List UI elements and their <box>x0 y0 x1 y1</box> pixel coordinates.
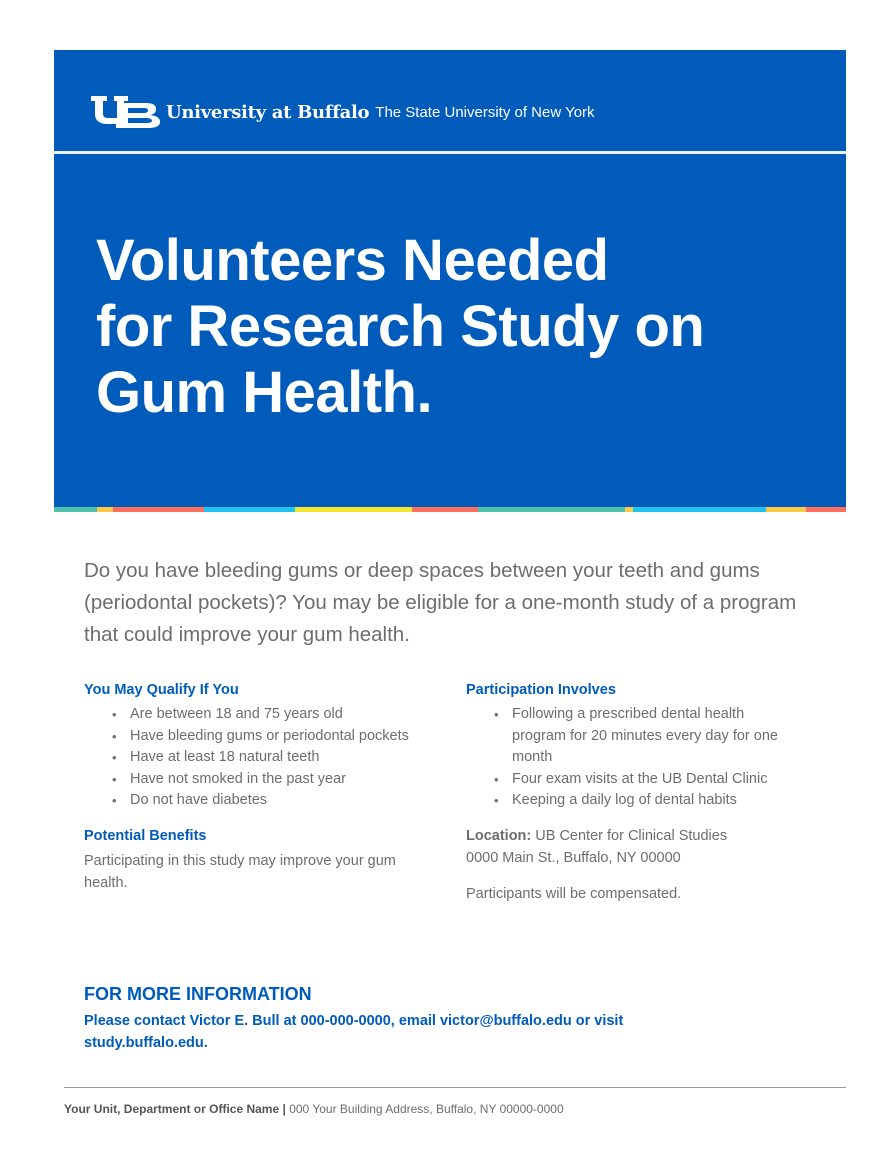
footer-divider <box>64 1087 846 1088</box>
list-item: • Keeping a daily log of dental habits <box>466 790 826 812</box>
university-logo <box>90 92 595 132</box>
stripe-segment <box>625 507 633 512</box>
color-stripe <box>54 507 846 512</box>
contact-text: Please contact Victor E. Bull at 000-000-0000, email victor@buffalo.edu or visit study.buffalo.edu. <box>84 1013 624 1051</box>
location-block <box>466 825 826 869</box>
brand-subtitle: The State University of New York <box>375 103 595 121</box>
intro-paragraph: Do you have bleeding gums or deep spaces between your teeth and gums (periodontal pockets)? You may be eligible for a one-month study of a program that could improve your gum health. <box>84 559 797 646</box>
stripe-segment <box>412 507 478 512</box>
stripe-segment <box>295 507 412 512</box>
qualify-heading: You May Qualify If You <box>84 682 239 698</box>
title-line: Gum Health. <box>96 360 433 425</box>
list-item: • Have not smoked in the past year <box>84 769 414 791</box>
stripe-segment <box>806 507 846 512</box>
more-info-section <box>84 982 724 1054</box>
footer <box>64 1101 564 1117</box>
stripe-segment <box>766 507 806 512</box>
participation-list <box>466 704 826 812</box>
stripe-segment <box>633 507 766 512</box>
list-item: • Four exam visits at the UB Dental Clinic <box>466 769 826 791</box>
participation-heading: Participation Involves <box>466 682 616 698</box>
stripe-segment <box>97 507 113 512</box>
list-item: • Do not have diabetes <box>84 790 414 812</box>
ub-interlocking-logo-icon <box>90 94 162 130</box>
stripe-segment <box>204 507 295 512</box>
qualify-list <box>84 704 414 812</box>
more-info-heading: FOR MORE INFORMATION <box>84 984 312 1004</box>
title-line: for Research Study on <box>96 294 705 359</box>
location-address: 0000 Main St., Buffalo, NY 00000 <box>466 849 681 866</box>
footer-address: 000 Your Building Address, Buffalo, NY 00000-0000 <box>289 1102 564 1116</box>
benefits-text: Participating in this study may improve your gum health. <box>84 852 396 891</box>
brand-name: University at Buffalo <box>166 101 370 123</box>
location-name: UB Center for Clinical Studies <box>535 827 728 844</box>
list-item: • Have at least 18 natural teeth <box>84 747 414 769</box>
list-item: • Are between 18 and 75 years old <box>84 704 414 726</box>
left-column <box>84 680 414 894</box>
header-banner <box>54 50 846 507</box>
list-item: • Have bleeding gums or periodontal pockets <box>84 726 414 748</box>
location-label: Location: <box>466 827 532 844</box>
header-divider <box>54 151 846 154</box>
stripe-segment <box>478 507 625 512</box>
list-item: • Following a prescribed dental health program for 20 minutes every day for one month <box>466 704 826 769</box>
title-line: Volunteers Needed <box>96 228 609 293</box>
right-column <box>466 680 826 905</box>
stripe-segment <box>54 507 97 512</box>
stripe-segment <box>113 507 204 512</box>
page-title <box>96 228 704 426</box>
compensation-text: Participants will be compensated. <box>466 885 682 902</box>
benefits-heading: Potential Benefits <box>84 827 207 844</box>
footer-unit: Your Unit, Department or Office Name | <box>64 1102 286 1116</box>
